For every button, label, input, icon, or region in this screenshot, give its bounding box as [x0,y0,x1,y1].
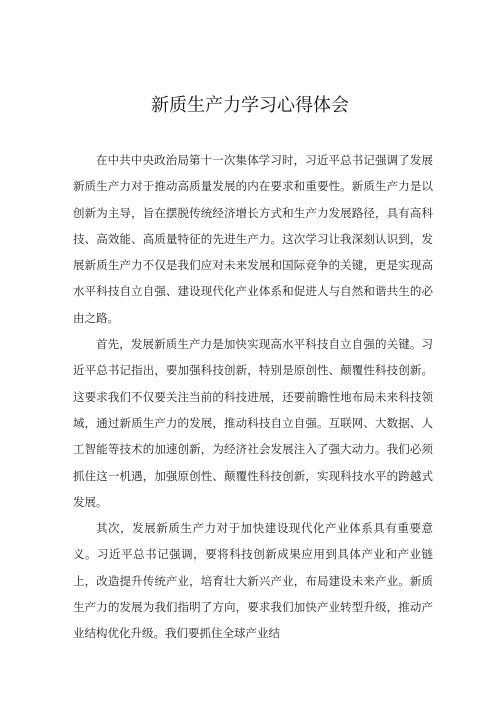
document-title: 新质生产力学习心得体会 [151,95,349,116]
paragraph: 在中共中央政治局第十一次集体学习时，习近平总书记强调了发展新质生产力对于推动高质量发展的内在要求和重要性。新质生产力是以创新为主导，旨在摆脱传统经济增长方式和生产力发展路径，具有高科技、高效能、高质量特征的先进生产力。这次学习让我深刻认识到，发展新质生产力不仅是我们应对未来发展和国际竞争的关键，更是实现高水平科技自立自强、建设现代化产业体系和促进人与自然和谐共生的必由之路。 [73,153,433,325]
paragraph: 首先，发展新质生产力是加快实现高水平科技自立自强的关键。习近平总书记指出，要加强科技创新，特别是原创性、颠覆性科技创新。这要求我们不仅要关注当前的科技进展，还要前瞻性地布局未来科技领域，通过新质生产力的发展，推动科技自立自强。互联网、大数据、人工智能等技术的加速创新，为经济社会发展注入了强大动力。我们必须抓住这一机遇，加强原创性、颠覆性科技创新，实现科技水平的跨越式发展。 [73,337,433,509]
paragraph: 其次，发展新质生产力对于加快建设现代化产业体系具有重要意义。习近平总书记强调，要将科技创新成果应用到具体产业和产业链上，改造提升传统产业，培育壮大新兴产业，布局建设未来产业。新质生产力的发展为我们指明了方向，要求我们加快产业转型升级，推动产业结构优化升级。我们要抓住全球产业结 [73,521,433,641]
document-body [73,147,433,647]
